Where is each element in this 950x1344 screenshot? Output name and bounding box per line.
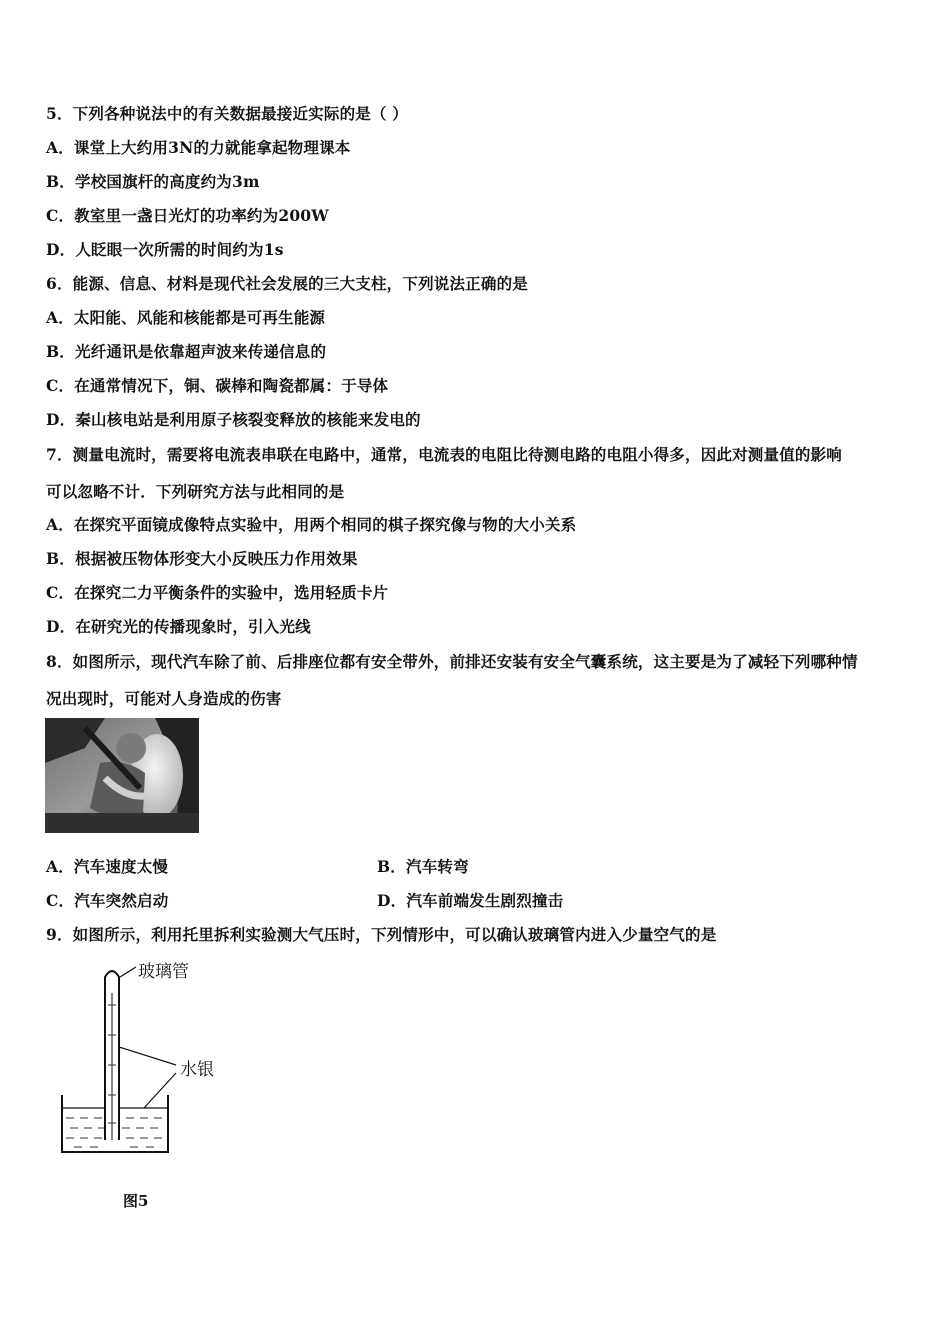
- q5-option-a: A．课堂上大约用3N的力就能拿起物理课本: [46, 138, 351, 157]
- q7-stem-line2: 可以忽略不计．下列研究方法与此相同的是: [46, 482, 345, 501]
- q5-option-b: B．学校国旗杆的高度约为3m: [46, 172, 260, 191]
- q5-stem: 5．下列各种说法中的有关数据最接近实际的是（ ）: [46, 104, 408, 123]
- q6-option-b: B．光纤通讯是依靠超声波来传递信息的: [46, 342, 327, 361]
- mercury-leader-line-lower: [144, 1073, 176, 1108]
- q7-stem-line1: 7．测量电流时，需要将电流表串联在电路中，通常，电流表的电阻比待测电路的电阻小得多，因此对测量值的影响: [46, 445, 842, 464]
- figure-caption: 图5: [123, 1192, 149, 1210]
- q8-option-d: D．汽车前端发生剧烈撞击: [377, 891, 564, 910]
- q6-option-c: C．在通常情况下，铜、碳棒和陶瓷都属：于导体: [46, 376, 389, 395]
- q7-option-c: C．在探究二力平衡条件的实验中，选用轻质卡片: [46, 583, 389, 602]
- airbag-photo: [45, 718, 199, 833]
- q7-option-b: B．根据被压物体形变大小反映压力作用效果: [46, 549, 358, 568]
- q6-stem: 6．能源、信息、材料是现代社会发展的三大支柱，下列说法正确的是: [46, 274, 528, 293]
- airbag-photo-graphic: [45, 718, 199, 833]
- q8-stem-line2: 况出现时，可能对人身造成的伤害: [46, 689, 282, 708]
- mercury-leader-line-upper: [119, 1047, 176, 1065]
- q5-option-d: D．人眨眼一次所需的时间约为1s: [46, 240, 284, 259]
- q8-option-b: B．汽车转弯: [377, 857, 469, 876]
- torricelli-diagram-graphic: [50, 955, 250, 1165]
- q7-option-d: D．在研究光的传播现象时，引入光线: [46, 617, 311, 636]
- torricelli-diagram: [50, 955, 250, 1165]
- q8-option-c: C．汽车突然启动: [46, 891, 169, 910]
- tube-leader-line: [120, 967, 136, 977]
- q9-stem: 9．如图所示，利用托里拆利实验测大气压时，下列情形中，可以确认玻璃管内进入少量空气的是: [46, 925, 717, 944]
- q8-stem-line1: 8．如图所示，现代汽车除了前、后排座位都有安全带外，前排还安装有安全气囊系统，这主要是为了减轻下列哪种情: [46, 652, 858, 671]
- q7-option-a: A．在探究平面镜成像特点实验中，用两个相同的棋子探究像与物的大小关系: [46, 515, 577, 534]
- q8-option-a: A．汽车速度太慢: [46, 857, 169, 876]
- tube-label: 玻璃管: [138, 962, 189, 982]
- q6-option-d: D．秦山核电站是利用原子核裂变释放的核能来发电的: [46, 410, 421, 429]
- mercury-label: 水银: [180, 1060, 214, 1080]
- q6-option-a: A．太阳能、风能和核能都是可再生能源: [46, 308, 326, 327]
- q5-option-c: C．教室里一盏日光灯的功率约为200W: [46, 206, 329, 225]
